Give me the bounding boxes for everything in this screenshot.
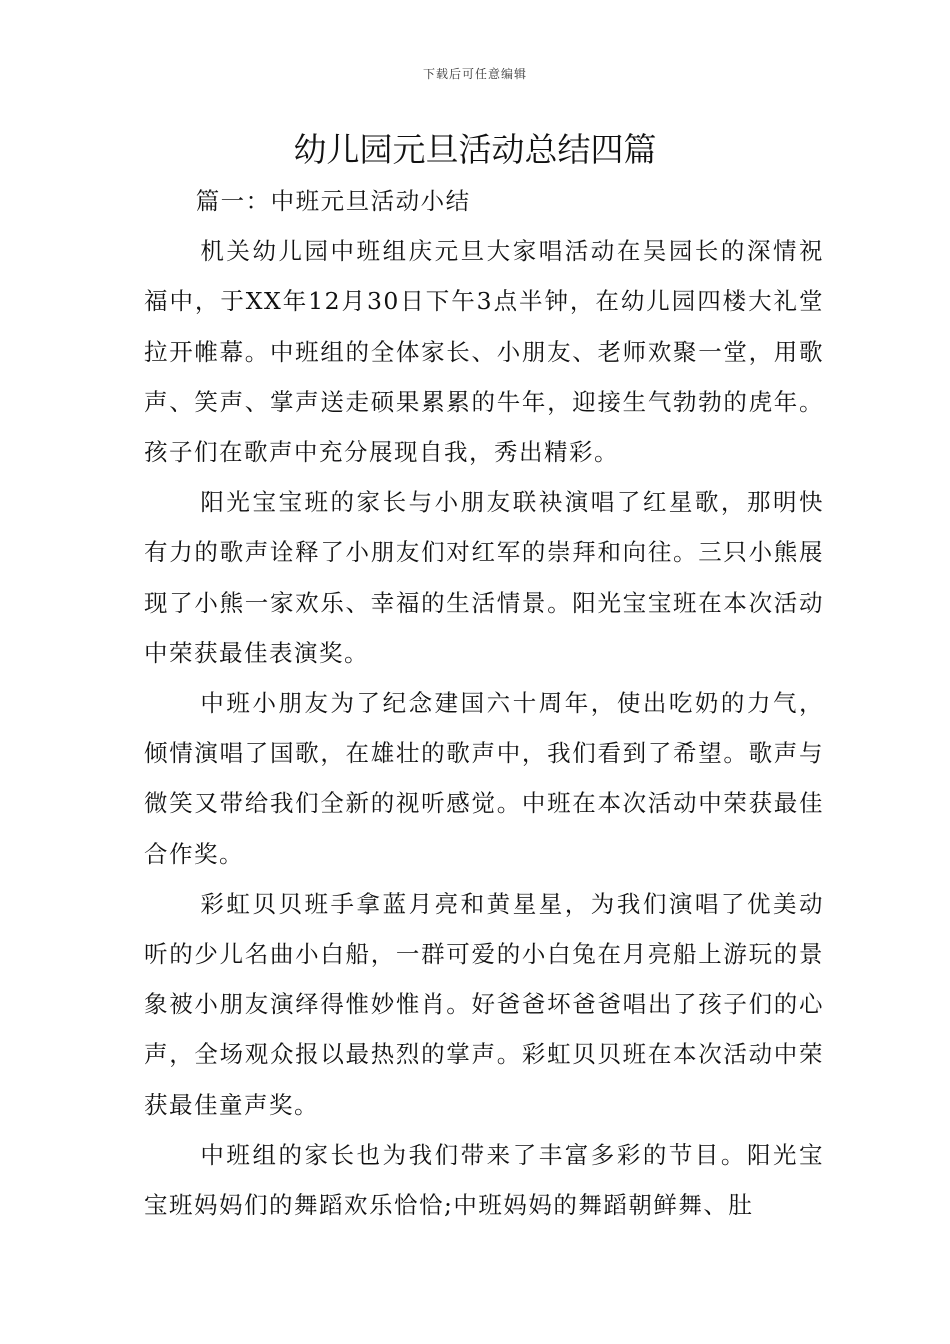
page-header-note: 下载后可任意编辑 — [422, 67, 527, 81]
paragraph-1: 机关幼儿园中班组庆元旦大家唱活动在吴园长的深情祝福中，于XX年12月30日下午3点半钟，在幼儿园四楼大礼堂拉开帷幕。中班组的全体家长、小朋友、老师欢聚一堂，用歌声、笑声、掌声送走硕果累累的牛年，迎接生气勃勃的虎年。孩子们在歌声中充分展现自我，秀出精彩。 — [144, 237, 824, 467]
paragraph-5: 中班组的家长也为我们带来了丰富多彩的节目。阳光宝宝班妈妈们的舞蹈欢乐恰恰;中班妈妈的舞蹈朝鲜舞、肚 — [144, 1140, 824, 1220]
document-body — [144, 176, 824, 1230]
paragraph-3: 中班小朋友为了纪念建国六十周年，使出吃奶的力气，倾情演唱了国歌，在雄壮的歌声中，我们看到了希望。歌声与微笑又带给我们全新的视听感觉。中班在本次活动中荣获最佳合作奖。 — [144, 689, 824, 868]
section-heading: 篇一：中班元旦活动小结 — [195, 187, 471, 215]
paragraph-2: 阳光宝宝班的家长与小朋友联袂演唱了红星歌，那明快有力的歌声诠释了小朋友们对红军的崇拜和向往。三只小熊展现了小熊一家欢乐、幸福的生活情景。阳光宝宝班在本次活动中荣获最佳表演奖。 — [144, 488, 824, 667]
paragraph-4: 彩虹贝贝班手拿蓝月亮和黄星星，为我们演唱了优美动听的少儿名曲小白船，一群可爱的小白兔在月亮船上游玩的景象被小朋友演绎得惟妙惟肖。好爸爸坏爸爸唱出了孩子们的心声，全场观众报以最热烈的掌声。彩虹贝贝班在本次活动中荣获最佳童声奖。 — [144, 889, 824, 1119]
document-title: 幼儿园元旦活动总结四篇 — [293, 130, 657, 169]
